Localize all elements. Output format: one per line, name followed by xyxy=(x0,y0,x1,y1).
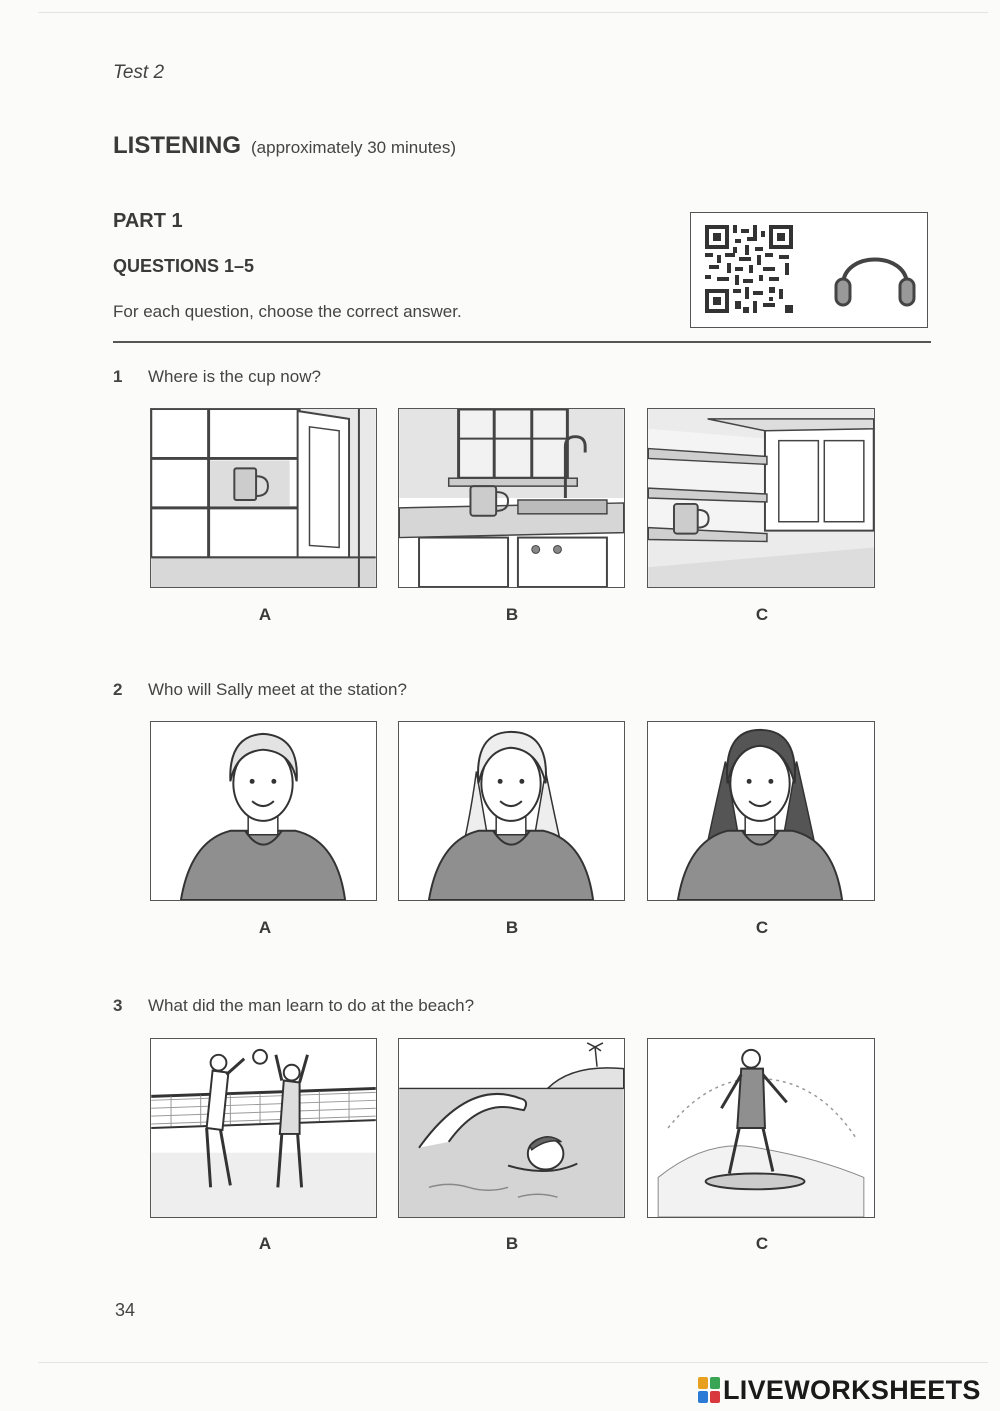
section-note: (approximately 30 minutes) xyxy=(251,138,457,157)
header-rule xyxy=(113,341,931,343)
brand-mark-cell xyxy=(698,1377,708,1389)
question-number: 2 xyxy=(113,680,123,699)
option-3b-image[interactable] xyxy=(398,1038,625,1218)
audio-box[interactable] xyxy=(690,212,928,328)
page-number: 34 xyxy=(115,1300,136,1320)
top-divider xyxy=(38,12,988,13)
question-3 xyxy=(113,996,474,1016)
question-number: 1 xyxy=(113,367,123,386)
option-label-1b: B xyxy=(505,605,519,624)
swimming-icon xyxy=(399,1039,624,1217)
option-1a-image[interactable] xyxy=(150,408,377,588)
section-title-text: LISTENING xyxy=(113,132,242,159)
section-title xyxy=(113,132,456,160)
option-label-2c: C xyxy=(755,918,769,937)
woman-long-blonde-hair-icon xyxy=(399,722,624,900)
surfing-icon xyxy=(648,1039,874,1217)
option-label-1c: C xyxy=(755,605,769,624)
questions-range: QUESTIONS 1–5 xyxy=(113,256,255,276)
instruction-text: For each question, choose the correct answer. xyxy=(113,302,462,321)
brand-name: LIVEWORKSHEETS xyxy=(723,1374,981,1405)
sink-cup-icon xyxy=(399,409,624,587)
option-3c-image[interactable] xyxy=(647,1038,875,1218)
part-title: PART 1 xyxy=(113,210,183,232)
test-label: Test 2 xyxy=(113,62,165,83)
option-2a-image[interactable] xyxy=(150,721,377,901)
option-2b-image[interactable] xyxy=(398,721,625,901)
option-3a-image[interactable] xyxy=(150,1038,377,1218)
option-1b-image[interactable] xyxy=(398,408,625,588)
question-text: Where is the cup now? xyxy=(148,367,321,386)
brand-mark-cell xyxy=(710,1391,720,1403)
option-label-3b: B xyxy=(505,1234,519,1253)
shelf-cup-icon xyxy=(648,409,874,587)
brand-logo[interactable] xyxy=(698,1376,981,1404)
question-2 xyxy=(113,680,407,700)
option-label-2a: A xyxy=(258,918,272,937)
volleyball-icon xyxy=(151,1039,376,1217)
brand-mark-cell xyxy=(710,1377,720,1389)
option-2c-image[interactable] xyxy=(647,721,875,901)
option-label-1a: A xyxy=(258,605,272,624)
brand-mark-cell xyxy=(698,1391,708,1403)
option-label-2b: B xyxy=(505,918,519,937)
cupboard-cup-icon xyxy=(151,409,376,587)
woman-long-dark-hair-icon xyxy=(648,722,874,900)
woman-short-hair-icon xyxy=(151,722,376,900)
option-1c-image[interactable] xyxy=(647,408,875,588)
question-1 xyxy=(113,367,321,387)
question-number: 3 xyxy=(113,996,123,1015)
qr-code-icon[interactable] xyxy=(705,225,793,313)
question-text: What did the man learn to do at the beach? xyxy=(148,996,475,1015)
option-label-3a: A xyxy=(258,1234,272,1253)
question-text: Who will Sally meet at the station? xyxy=(148,680,407,699)
headphones-icon xyxy=(833,233,917,317)
brand-mark-icon xyxy=(698,1377,720,1403)
option-label-3c: C xyxy=(755,1234,769,1253)
bottom-divider xyxy=(38,1362,988,1363)
